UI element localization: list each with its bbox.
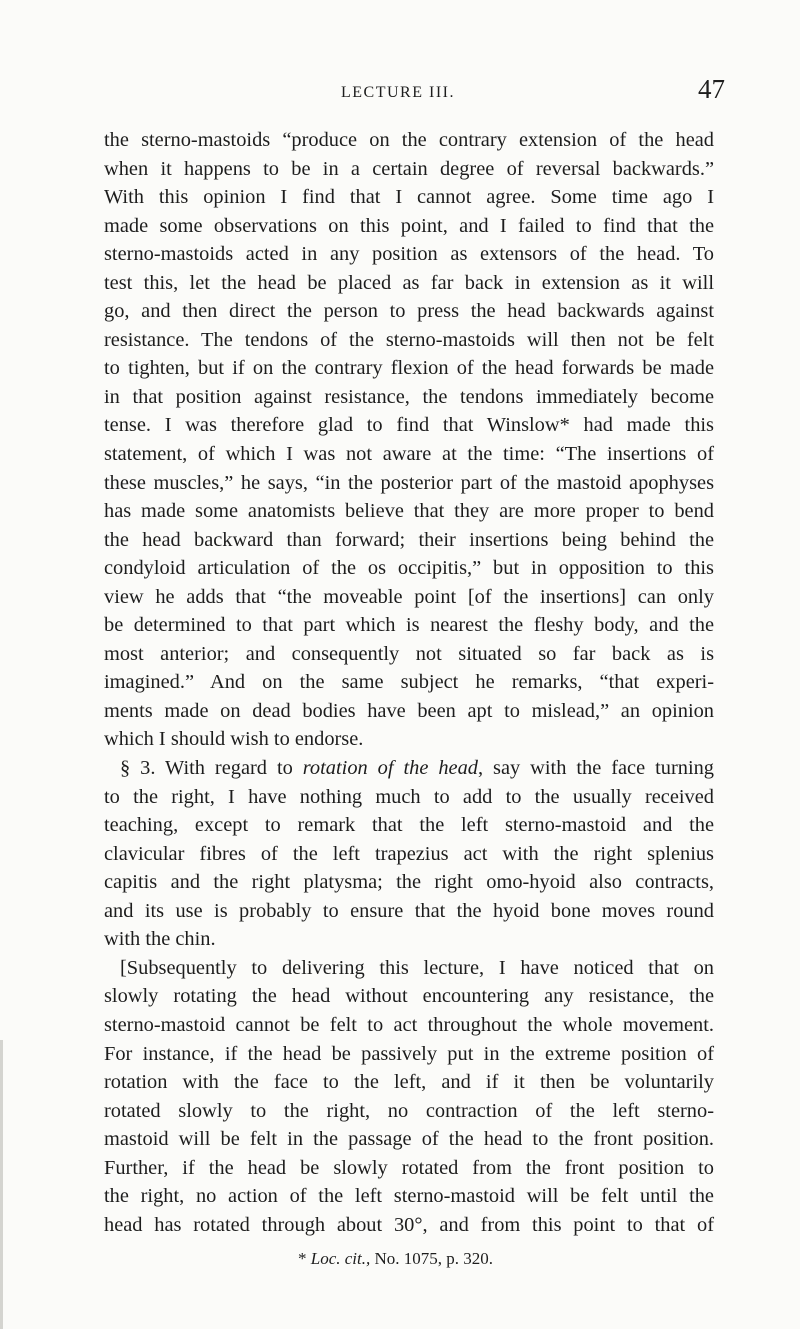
text-line: condyloid articulation of the os occipitis,” but in opposition to this (104, 557, 714, 580)
page-header (0, 68, 800, 108)
emphasis: rotation of the head (302, 757, 478, 780)
text-line: made some observations on this point, and I failed to find that the (104, 214, 714, 237)
text-line: the head backward than forward; their insertions being behind the (104, 528, 714, 551)
text-line: For instance, if the head be passively put in the extreme position of (104, 1042, 714, 1065)
running-head: LECTURE III. (341, 84, 455, 101)
text-line: § 3. With regard to rotation of the head, say with the face turning (120, 757, 714, 780)
text-line: these muscles,” he says, “in the posterior part of the mastoid apophyses (104, 471, 714, 494)
text-line: slowly rotating the head without encountering any resistance, the (104, 985, 714, 1008)
text-line: the right, no action of the left sterno-mastoid will be felt until the (104, 1185, 714, 1208)
text-line: rotation with the face to the left, and if it then be voluntarily (104, 1071, 714, 1094)
text-line: when it happens to be in a certain degree of reversal backwards.” (104, 157, 714, 180)
text-line: resistance. The tendons of the sterno-mastoids will then not be felt (104, 328, 714, 351)
text-line: sterno-mastoids acted in any position as extensors of the head. To (104, 243, 714, 266)
text-line: head has rotated through about 30°, and from this point to that of (104, 1213, 714, 1236)
text-line: most anterior; and consequently not situated so far back as is (104, 642, 714, 665)
text-line: ments made on dead bodies have been apt to mislead,” an opinion (104, 699, 714, 722)
text-line: with the chin. (104, 928, 216, 951)
page-number: 47 (698, 74, 725, 104)
footnote (298, 1249, 493, 1269)
text-line: view he adds that “the moveable point [of the insertions] can only (104, 585, 714, 608)
footnote-detail: No. 1075, p. 320. (374, 1249, 494, 1268)
text-line: test this, let the head be placed as far back in extension as it will (104, 271, 714, 294)
text-line: With this opinion I find that I cannot agree. Some time ago I (104, 186, 714, 209)
footnote-reference: Loc. cit., (310, 1249, 371, 1268)
text-line: [Subsequently to delivering this lecture, I have noticed that on (120, 956, 714, 979)
text-line: to tighten, but if on the contrary flexion of the head forwards be made (104, 357, 714, 380)
text-line: be determined to that part which is nearest the fleshy body, and the (104, 614, 714, 637)
text-line: clavicular fibres of the left trapezius act with the right splenius (104, 842, 714, 865)
text-line: statement, of which I was not aware at the time: “The insertions of (104, 443, 714, 466)
text-line: go, and then direct the person to press the head backwards against (104, 300, 714, 323)
text-line: mastoid will be felt in the passage of the head to the front position. (104, 1128, 714, 1151)
text-line: rotated slowly to the right, no contraction of the left sterno- (104, 1099, 714, 1122)
text-line: imagined.” And on the same subject he remarks, “that experi- (104, 671, 714, 694)
scan-edge-shadow (0, 1040, 3, 1329)
text-line: sterno-mastoid cannot be felt to act throughout the whole movement. (104, 1013, 714, 1036)
text-line: tense. I was therefore glad to find that Winslow* had made this (104, 414, 714, 437)
text-line: which I should wish to endorse. (104, 728, 364, 751)
text-line: the sterno-mastoids “produce on the contrary extension of the head (104, 129, 714, 151)
text-line: to the right, I have nothing much to add to the usually received (104, 785, 714, 808)
body-text (104, 126, 714, 1239)
text-line: has made some anatomists believe that they are more proper to bend (104, 500, 714, 523)
text-line: and its use is probably to ensure that the hyoid bone moves round (104, 899, 714, 922)
text-line: Further, if the head be slowly rotated from the front position to (104, 1156, 714, 1179)
footnote-marker: * (298, 1249, 307, 1268)
text-line: in that position against resistance, the tendons immediately become (104, 385, 714, 408)
text-line: capitis and the right platysma; the right omo-hyoid also contracts, (104, 871, 714, 894)
text-line: teaching, except to remark that the left sterno-mastoid and the (104, 814, 714, 837)
